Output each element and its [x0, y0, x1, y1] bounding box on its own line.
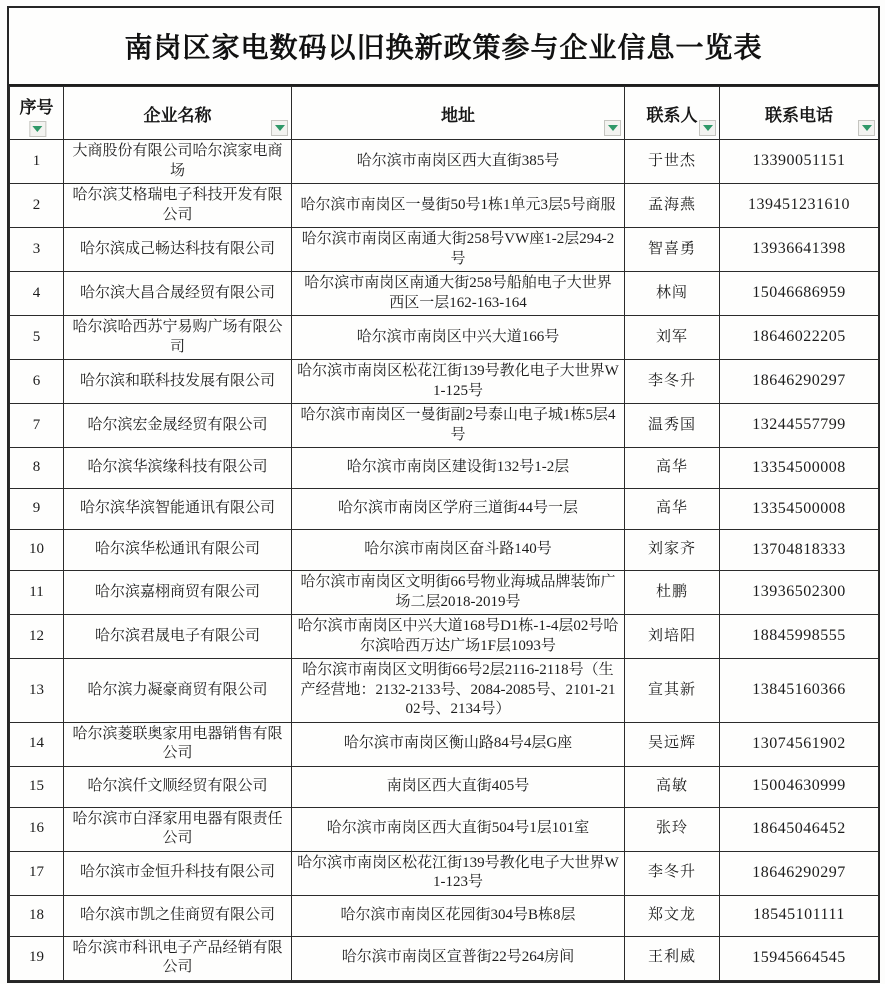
cell-company: 哈尔滨菱联奥家用电器销售有限公司: [64, 722, 292, 766]
cell-contact: 刘家齐: [625, 530, 720, 571]
cell-address: 哈尔滨市南岗区文明街66号2层2116-2118号（生产经营地：2132-2133号、2084-2085号、2101-2102号、2134号）: [292, 659, 625, 723]
cell-index: 2: [10, 184, 64, 228]
cell-address: 哈尔滨市南岗区建设街132号1-2层: [292, 448, 625, 489]
column-header-label: 地址: [441, 105, 475, 125]
cell-phone: 15004630999: [720, 766, 879, 807]
chevron-down-icon: [608, 125, 618, 131]
cell-contact: 孟海燕: [625, 184, 720, 228]
table-row: [10, 851, 879, 895]
cell-phone: 18646022205: [720, 316, 879, 360]
cell-address: 哈尔滨市南岗区宣普街22号264房间: [292, 936, 625, 980]
table-row: [10, 489, 879, 530]
cell-phone: 18845998555: [720, 615, 879, 659]
cell-index: 14: [10, 722, 64, 766]
cell-address: 南岗区西大直街405号: [292, 766, 625, 807]
column-header-contact: [625, 87, 720, 140]
cell-company: 哈尔滨力凝豪商贸有限公司: [64, 659, 292, 723]
cell-company: 哈尔滨成己畅达科技有限公司: [64, 228, 292, 272]
cell-phone: 13074561902: [720, 722, 879, 766]
column-header-index: [10, 87, 64, 140]
cell-phone: 13845160366: [720, 659, 879, 723]
table-row: [10, 615, 879, 659]
cell-index: 4: [10, 272, 64, 316]
cell-address: 哈尔滨市南岗区一曼街副2号泰山电子城1栋5层4号: [292, 404, 625, 448]
cell-contact: 高敏: [625, 766, 720, 807]
chevron-down-icon: [32, 126, 42, 132]
table-row: [10, 404, 879, 448]
cell-company: 哈尔滨仟文顺经贸有限公司: [64, 766, 292, 807]
spreadsheet-table-container: [7, 6, 880, 983]
cell-contact: 于世杰: [625, 140, 720, 184]
column-header-label: 联系电话: [765, 105, 833, 125]
cell-phone: 13390051151: [720, 140, 879, 184]
cell-address: 哈尔滨市南岗区学府三道街44号一层: [292, 489, 625, 530]
cell-address: 哈尔滨市南岗区一曼街50号1栋1单元3层5号商服: [292, 184, 625, 228]
cell-contact: 刘军: [625, 316, 720, 360]
cell-index: 11: [10, 571, 64, 615]
cell-contact: 李冬升: [625, 851, 720, 895]
page-title: 南岗区家电数码以旧换新政策参与企业信息一览表: [9, 8, 878, 86]
cell-company: 哈尔滨市白泽家用电器有限责任公司: [64, 807, 292, 851]
cell-address: 哈尔滨市南岗区南通大街258号VW座1-2层294-2号: [292, 228, 625, 272]
cell-phone: 13936502300: [720, 571, 879, 615]
filter-dropdown-button[interactable]: [271, 120, 288, 136]
cell-phone: 13244557799: [720, 404, 879, 448]
cell-address: 哈尔滨市南岗区文明街66号物业海城品牌装饰广场二层2018-2019号: [292, 571, 625, 615]
company-info-table: [9, 86, 879, 981]
cell-company: 哈尔滨华滨智能通讯有限公司: [64, 489, 292, 530]
cell-phone: 15046686959: [720, 272, 879, 316]
cell-contact: 智喜勇: [625, 228, 720, 272]
column-header-phone: [720, 87, 879, 140]
cell-phone: 13936641398: [720, 228, 879, 272]
table-row: [10, 659, 879, 723]
cell-address: 哈尔滨市南岗区松花江街139号教化电子大世界W1-123号: [292, 851, 625, 895]
cell-index: 15: [10, 766, 64, 807]
cell-contact: 李冬升: [625, 360, 720, 404]
cell-company: 哈尔滨艾格瑞电子科技开发有限公司: [64, 184, 292, 228]
cell-contact: 郑文龙: [625, 895, 720, 936]
filter-dropdown-button[interactable]: [604, 120, 621, 136]
cell-company: 哈尔滨和联科技发展有限公司: [64, 360, 292, 404]
cell-index: 3: [10, 228, 64, 272]
cell-contact: 温秀国: [625, 404, 720, 448]
cell-company: 哈尔滨嘉栩商贸有限公司: [64, 571, 292, 615]
filter-dropdown-button[interactable]: [858, 120, 875, 136]
cell-company: 哈尔滨哈西苏宁易购广场有限公司: [64, 316, 292, 360]
cell-address: 哈尔滨市南岗区花园街304号B栋8层: [292, 895, 625, 936]
cell-company: 哈尔滨市科讯电子产品经销有限公司: [64, 936, 292, 980]
table-row: [10, 571, 879, 615]
cell-index: 17: [10, 851, 64, 895]
cell-index: 7: [10, 404, 64, 448]
table-row: [10, 316, 879, 360]
chevron-down-icon: [275, 125, 285, 131]
table-row: [10, 530, 879, 571]
cell-contact: 杜鹏: [625, 571, 720, 615]
cell-address: 哈尔滨市南岗区松花江街139号教化电子大世界W1-125号: [292, 360, 625, 404]
table-row: [10, 228, 879, 272]
column-header-address: [292, 87, 625, 140]
filter-dropdown-button[interactable]: [29, 121, 46, 137]
cell-index: 12: [10, 615, 64, 659]
table-row: [10, 448, 879, 489]
column-header-label: 联系人: [646, 105, 698, 125]
cell-index: 6: [10, 360, 64, 404]
filter-dropdown-button[interactable]: [699, 120, 716, 136]
cell-phone: 13354500008: [720, 448, 879, 489]
header-row: [10, 87, 879, 140]
table-body: [10, 140, 879, 981]
cell-address: 哈尔滨市南岗区奋斗路140号: [292, 530, 625, 571]
cell-phone: 139451231610: [720, 184, 879, 228]
column-header-company: [64, 87, 292, 140]
cell-address: 哈尔滨市南岗区西大直街385号: [292, 140, 625, 184]
cell-contact: 林闯: [625, 272, 720, 316]
cell-address: 哈尔滨市南岗区南通大街258号船舶电子大世界西区一层162-163-164: [292, 272, 625, 316]
table-row: [10, 140, 879, 184]
cell-index: 13: [10, 659, 64, 723]
cell-address: 哈尔滨市南岗区西大直街504号1层101室: [292, 807, 625, 851]
cell-index: 9: [10, 489, 64, 530]
cell-company: 哈尔滨大昌合晟经贸有限公司: [64, 272, 292, 316]
cell-index: 16: [10, 807, 64, 851]
cell-phone: 13704818333: [720, 530, 879, 571]
cell-contact: 刘培阳: [625, 615, 720, 659]
cell-contact: 宣其新: [625, 659, 720, 723]
chevron-down-icon: [703, 125, 713, 131]
cell-company: 哈尔滨市凯之佳商贸有限公司: [64, 895, 292, 936]
cell-contact: 张玲: [625, 807, 720, 851]
cell-phone: 15945664545: [720, 936, 879, 980]
cell-index: 8: [10, 448, 64, 489]
cell-phone: 13354500008: [720, 489, 879, 530]
cell-company: 哈尔滨华滨缘科技有限公司: [64, 448, 292, 489]
table-row: [10, 722, 879, 766]
table-row: [10, 184, 879, 228]
chevron-down-icon: [862, 125, 872, 131]
table-row: [10, 895, 879, 936]
cell-company: 哈尔滨华松通讯有限公司: [64, 530, 292, 571]
cell-company: 大商股份有限公司哈尔滨家电商场: [64, 140, 292, 184]
column-header-label: 序号: [19, 97, 54, 117]
column-header-label: 企业名称: [143, 105, 212, 125]
cell-company: 哈尔滨宏金晟经贸有限公司: [64, 404, 292, 448]
cell-company: 哈尔滨君晟电子有限公司: [64, 615, 292, 659]
table-row: [10, 272, 879, 316]
table-row: [10, 360, 879, 404]
cell-company: 哈尔滨市金恒升科技有限公司: [64, 851, 292, 895]
cell-address: 哈尔滨市南岗区衡山路84号4层G座: [292, 722, 625, 766]
cell-contact: 高华: [625, 448, 720, 489]
cell-contact: 王利威: [625, 936, 720, 980]
cell-address: 哈尔滨市南岗区中兴大道166号: [292, 316, 625, 360]
table-row: [10, 936, 879, 980]
cell-phone: 18646290297: [720, 851, 879, 895]
cell-index: 19: [10, 936, 64, 980]
cell-phone: 18545101111: [720, 895, 879, 936]
table-row: [10, 807, 879, 851]
cell-index: 1: [10, 140, 64, 184]
cell-index: 18: [10, 895, 64, 936]
cell-phone: 18645046452: [720, 807, 879, 851]
cell-phone: 18646290297: [720, 360, 879, 404]
table-row: [10, 766, 879, 807]
cell-contact: 高华: [625, 489, 720, 530]
cell-address: 哈尔滨市南岗区中兴大道168号D1栋-1-4层02号哈尔滨哈西万达广场1F层1093号: [292, 615, 625, 659]
cell-contact: 吴远辉: [625, 722, 720, 766]
cell-index: 10: [10, 530, 64, 571]
cell-index: 5: [10, 316, 64, 360]
